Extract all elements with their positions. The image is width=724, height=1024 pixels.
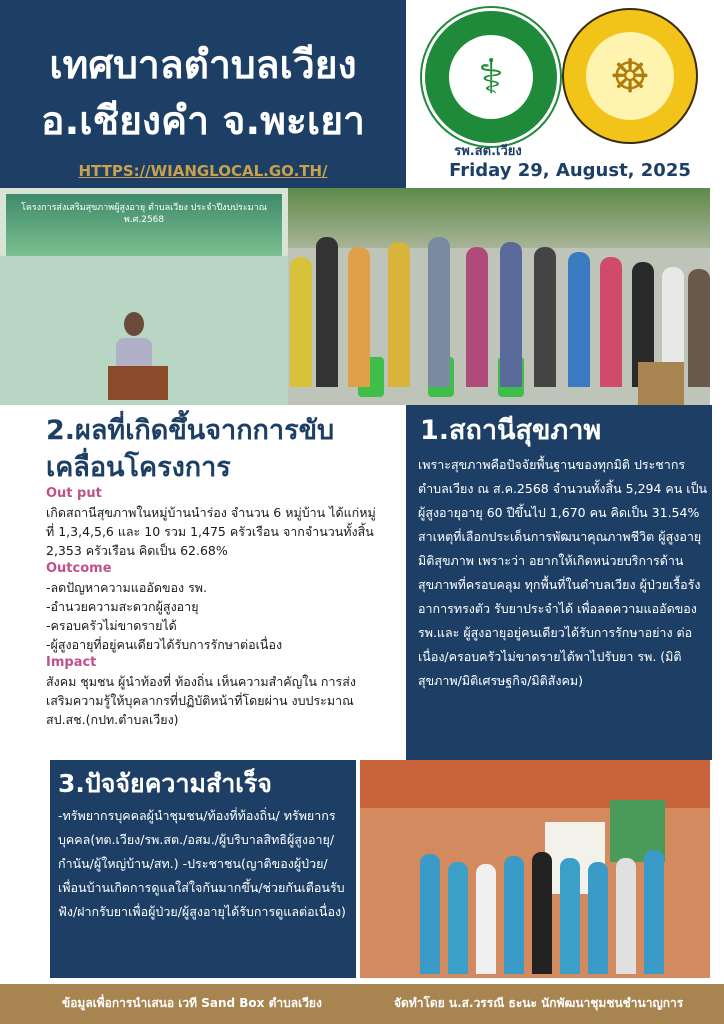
outcome-item: -ลดปัญหาความแออัดของ รพ. bbox=[46, 580, 208, 595]
output-text: เกิดสถานีสุขภาพในหมู่บ้านนำร่อง จำนวน 6 หมู่บ้าน ได้แก่หมู่ที่ 1,3,4,5,6 และ 10 รวม 1,475 ครัวเรือน จากจำนวนทั้งสิ้น 2,353 ครัวเรือน คิดเป็น 62.68% bbox=[46, 505, 376, 558]
buddha-icon: ☸ bbox=[609, 49, 651, 103]
caduceus-icon: ⚕ bbox=[478, 49, 504, 105]
event-banner-text: โครงการส่งเสริมสุขภาพผู้สูงอายุ ตำบลเวียง ประจำปีงบประมาณ พ.ศ.2568 bbox=[21, 203, 267, 225]
impact-text: สังคม ชุมชน ผู้นำท้องที่ ท้องถิ่น เห็นความสำคัญใน การส่งเสริมความรู้ให้บุคลากรที่ปฏิบัติหน้าที่โดยผ่าน งบประมาณ สป.สช.(กปท.ตำบลเวียง) bbox=[46, 674, 356, 727]
outcome-item: -อำนวยความสะดวกผู้สูงอายุ bbox=[46, 599, 199, 614]
publication-date: Friday 29, August, 2025 bbox=[449, 160, 691, 181]
team-photo bbox=[360, 760, 710, 978]
hospital-caption: รพ.สต.เวียง bbox=[454, 144, 522, 159]
section3-body: -ทรัพยากรบุคคลผู้นำชุมชน/ท้องที่ท้องถิ่น/ ทรัพยากรบุคคล(ทต.เวียง/รพ.สต./อสม./ผู้บริบาลสิทธิผู้สูงอายุ/กำนัน/ผู้ใหญ่บ้าน/สท.) -ประชาชน(ญาติของผู้ป่วย/เพื่อนบ้านเกิดการดูแลใส่ใจกันมากขึ้น/ช่วยกันเตือนรับฟัง/ฝากรับยาเพื่อผู้ป่วย/ผู้สูงอายุได้รับการดูแลต่อเนื่อง) bbox=[58, 808, 346, 919]
outcome-heading: Outcome bbox=[46, 561, 112, 576]
outcome-item: -ผู้สูงอายุที่อยู่คนเดียวได้รับการรักษาต่อเนื่อง bbox=[46, 637, 283, 652]
section2-title: 2.ผลที่เกิดขึ้นจากการขับเคลื่อนโครงการ bbox=[46, 415, 335, 483]
website-link[interactable]: HTTPS://WIANGLOCAL.GO.TH/ bbox=[78, 162, 328, 180]
footer-author: จัดทำโดย น.ส.วรรณี ธะนะ นักพัฒนาชุมชนชำนาญการ bbox=[394, 996, 684, 1010]
section1-title: 1.สถานีสุขภาพ bbox=[420, 415, 602, 446]
header-panel bbox=[0, 0, 406, 188]
municipality-logo bbox=[562, 8, 698, 144]
page-title-line1: เทศบาลตำบลเวียง bbox=[49, 43, 357, 88]
podium bbox=[108, 366, 168, 400]
speaker-photo bbox=[0, 188, 288, 405]
outcome-item: -ครอบครัวไม่ขาดรายได้ bbox=[46, 618, 177, 633]
page-title-line2: อ.เชียงคำ จ.พะเยา bbox=[41, 99, 365, 144]
section2-body bbox=[46, 485, 376, 729]
section3-title: 3.ปัจจัยความสำเร็จ bbox=[58, 769, 272, 798]
section1-panel bbox=[406, 405, 712, 760]
section3-panel bbox=[50, 760, 356, 978]
impact-heading: Impact bbox=[46, 655, 97, 670]
moph-logo bbox=[422, 8, 560, 146]
footer-source: ข้อมูลเพื่อการนำเสนอ เวที Sand Box ตำบลเวียง bbox=[62, 996, 322, 1010]
section1-body: เพราะสุขภาพคือปัจจัยพื้นฐานของทุกมิติ ประชากรตำบลเวียง ณ ส.ค.2568 จำนวนทั้งสิ้น 5,294 คน เป็นผู้สูงอายุอายุ 60 ปีขึ้นไป 1,670 คน คิดเป็น 31.54% สาเหตุที่เลือกประเด็นการพัฒนาคุณภาพชีวิต ผู้สูงอายุ มิติสุขภาพ เพราะว่า อยากให้เกิดหน่วยบริการด้านสุขภาพที่ครอบคลุม ทุกพื้นที่ในตำบลเวียง ผู้ป่วยเรื้อรัง อาการทรงตัว รับยาประจำได้ เพื่อลดความแออัดของ รพ.และ ผู้สูงอายุอยู่คนเดียวได้รับการรักษาอย่าง ต่อเนื่อง/ครอบครัวไม่ขาดรายได้พาไปรับยา รพ. (มิติสุขภาพ/มิติเศรษฐกิจ/มิติสังคม) bbox=[418, 457, 708, 688]
output-heading: Out put bbox=[46, 486, 102, 501]
